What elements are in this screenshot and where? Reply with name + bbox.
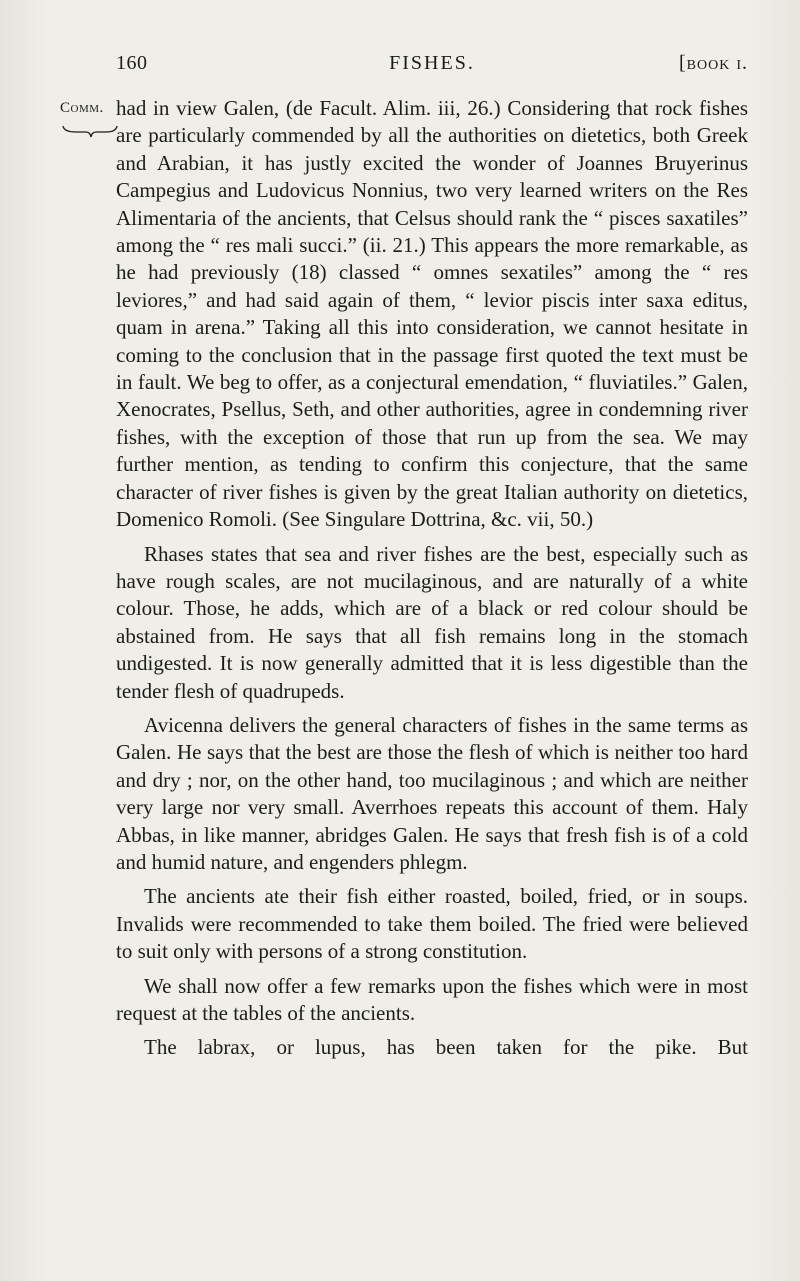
paragraph-4: The ancients ate their fish either roasted, boiled, fried, or in soups. Invalids were recommended to take them boiled. The fried were believed to suit only with persons of a strong constitution. [116, 884, 748, 964]
paragraph-6: The labrax, or lupus, has been taken for the pike. But [144, 1035, 748, 1060]
margin-note: Comm. [60, 100, 104, 116]
page-number: 160 [116, 52, 148, 74]
paragraph-5: We shall now offer a few remarks upon the fishes which were in most request at the tables of the ancients. [116, 973, 748, 1025]
margin-brace-icon [62, 124, 118, 138]
paragraph-2: Rhases states that sea and river fishes are the best, especially such as have rough scales, are not mucilaginous, and are naturally of a white colour. Those, he adds, which are of a black or red colour should be abstained from. He says that all fish remains long in the stomach undigested. It is now generally admitted that it is less digestible than the tender flesh of quadrupeds. [116, 541, 748, 703]
running-title: FISHES. [389, 52, 475, 74]
running-head [116, 52, 748, 82]
book-label: [book i. [679, 52, 748, 74]
paragraph-1: had in view Galen, (de Facult. Alim. iii, 26.) Considering that rock fishes are particularly commended by all the authorities on dietetics, both Greek and Arabian, it has justly excited the wonder of Joannes Bruyerinus Campegius and Ludovicus Nonnius, two very learned writers on the Res Alimentaria of the ancients, that Celsus should rank the “ pisces saxatiles” among the “ res mali succi.” (ii. 21.) This appears the more remarkable, as he had previously (18) classed “ omnes sexatiles” among the “ res leviores,” and had said again of them, “ levior piscis inter saxa editus, quam in arena.” Taking all this into consideration, we cannot hesitate in coming to the conclusion that in the passage first quoted the text must be in fault. We beg to offer, as a conjectural emendation, “ fluviatiles.” Galen, Xenocrates, Psellus, Seth, and other authorities, agree in condemning river fishes, with the exception of those that run up from the sea. We may further mention, as tending to confirm this conjecture, that the same character of river fishes is given by the great Italian authority on dietetics, Domenico Romoli. (See Singulare Dottrina, &c. vii, 50.) [116, 96, 748, 532]
body-text [116, 95, 748, 1069]
paragraph-3: Avicenna delivers the general characters of fishes in the same terms as Galen. He says that the best are those the flesh of which is neither too hard and dry ; nor, on the other hand, too mucilaginous ; and which are neither very large nor very small. Averrhoes repeats this account of them. Haly Abbas, in like manner, abridges Galen. He says that fresh fish is of a cold and humid nature, and engenders phlegm. [116, 712, 748, 874]
